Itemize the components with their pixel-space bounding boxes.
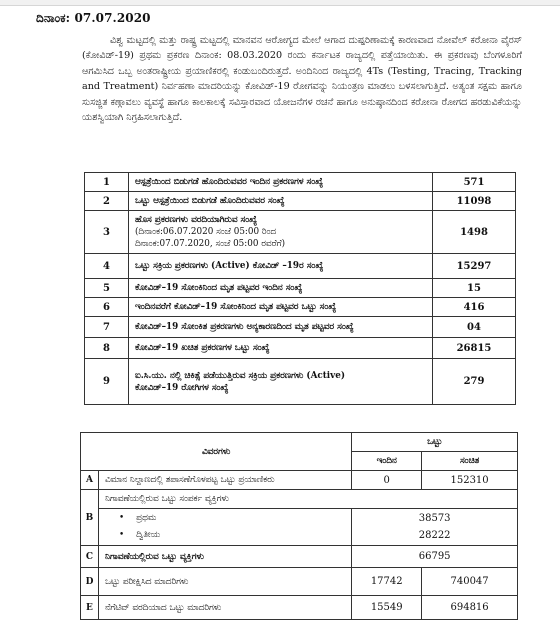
detail-header-row bbox=[81, 433, 518, 452]
row-cumulative-value: 740047 bbox=[422, 568, 518, 596]
detail-row-c bbox=[81, 546, 518, 568]
summary-row bbox=[85, 317, 516, 338]
header-total: ಒಟ್ಟು bbox=[352, 433, 518, 452]
row-number: 2 bbox=[85, 192, 129, 211]
row-value: 1498 bbox=[433, 211, 516, 254]
detail-row-b bbox=[81, 490, 518, 509]
header-cumulative: ಸಂಚಿತ bbox=[422, 452, 518, 471]
row-description: ಕೋವಿಡ್–19 ಸೋಂಕಿತ ಪ್ರಕರಣಗಳು ಅನ್ಯಕಾರಣದಿಂದ ಮೃತ ಪಟ್ಟವರ ಸಂಖ್ಯೆ bbox=[129, 317, 433, 338]
primary-contacts-label: • ಪ್ರಥಮ bbox=[105, 510, 345, 527]
row-description: ಒಟ್ಟು ಆಸ್ಪತ್ರೆಯಿಂದ ಬಿಡುಗಡೆ ಹೊಂದಿರುವವರ ಸಂಖ್ಯೆ bbox=[129, 192, 433, 211]
summary-row bbox=[85, 173, 516, 192]
secondary-contacts-value: 28222 bbox=[418, 530, 451, 541]
row-description: ಇಂದಿನವರೆಗೆ ಕೋವಿಡ್–19 ಸೋಂಕಿನಿಂದ ಮೃತ ಪಟ್ಟವರ ಒಟ್ಟು ಸಂಖ್ಯೆ bbox=[129, 298, 433, 317]
summary-row bbox=[85, 211, 516, 254]
row-today-value: 17742 bbox=[352, 568, 422, 596]
summary-row bbox=[85, 192, 516, 211]
row-label: ನಿಗಾವಣೆಯಲ್ಲಿರುವ ಒಟ್ಟು ವ್ಯಕ್ತಿಗಳು bbox=[98, 546, 351, 568]
row-description: ಕೋವಿಡ್–19 ಖಚಿತ ಪ್ರಕರಣಗಳ ಒಟ್ಟು ಸಂಖ್ಯೆ bbox=[129, 338, 433, 359]
contact-breakdown-values bbox=[352, 509, 518, 546]
row-number: 9 bbox=[85, 359, 129, 405]
row-description-continued: ಕೋವಿಡ್–19 ರೋಗಿಗಳ ಸಂಖ್ಯೆ bbox=[135, 382, 229, 393]
row-label: ಒಟ್ಟು ಪರೀಕ್ಷಿಸಿದ ಮಾದರಿಗಳು bbox=[98, 568, 351, 596]
row-description: ಹೊಸ ಪ್ರಕರಣಗಳು ವರದಿಯಾಗಿರುವ ಸಂಖ್ಯೆ (ದಿನಾಂಕ:06.07.2020 ಸಂಜೆ 05:00 ರಿಂದ ದಿನಾಂಕ:07.07.2020, ಸಂಜೆ 05:00 ರವರೆಗೆ) bbox=[129, 211, 433, 254]
detail-row-e bbox=[81, 596, 518, 620]
row-number: 3 bbox=[85, 211, 129, 254]
row-letter: A bbox=[81, 471, 99, 490]
row-number: 4 bbox=[85, 254, 129, 279]
row-value: 26815 bbox=[433, 338, 516, 359]
row-today-value: 15549 bbox=[352, 596, 422, 620]
row-number: 1 bbox=[85, 173, 129, 192]
row-description: ಆಸ್ಪತ್ರೆಯಿಂದ ಬಿಡುಗಡೆ ಹೊಂದಿರುವವರ ಇಂದಿನ ಪ್ರಕರಣಗಳ ಸಂಖ್ಯೆ bbox=[129, 173, 433, 192]
row-value: 416 bbox=[433, 298, 516, 317]
summary-row bbox=[85, 279, 516, 298]
row-value: 66795 bbox=[352, 546, 518, 568]
bulletin-date: ದಿನಾಂಕ: 07.07.2020 bbox=[36, 11, 151, 25]
row-label: ವಿಮಾನ ನಿಲ್ದಾಣದಲ್ಲಿ ತಪಾಸಣೆಗೊಳಪಟ್ಟ ಒಟ್ಟು ಪ್ರಯಾಣಿಕರು bbox=[98, 471, 351, 490]
summary-row bbox=[85, 254, 516, 279]
row-date-range-end: ದಿನಾಂಕ:07.07.2020, ಸಂಜೆ 05:00 ರವರೆಗೆ) bbox=[135, 239, 286, 249]
detail-row-d bbox=[81, 568, 518, 596]
summary-row bbox=[85, 298, 516, 317]
row-number: 8 bbox=[85, 338, 129, 359]
row-value: 15297 bbox=[433, 254, 516, 279]
row-value: 04 bbox=[433, 317, 516, 338]
row-value: 279 bbox=[433, 359, 516, 405]
primary-contacts-value: 38573 bbox=[418, 513, 451, 524]
secondary-contacts-label: • ದ್ವಿತೀಯ bbox=[105, 527, 345, 544]
row-number: 5 bbox=[85, 279, 129, 298]
row-cumulative-value: 694816 bbox=[422, 596, 518, 620]
row-label: ನೆಗೆಟಿವ್ ವರದಿಯಾದ ಒಟ್ಟು ಮಾದರಿಗಳು bbox=[98, 596, 351, 620]
detail-row-b-breakdown bbox=[81, 509, 518, 546]
row-letter: B bbox=[81, 490, 99, 546]
header-today: ಇಂದಿನ bbox=[352, 452, 422, 471]
row-value: 15 bbox=[433, 279, 516, 298]
row-label: ನಿಗಾವಣೆಯಲ್ಲಿರುವ ಒಟ್ಟು ಸಂಪರ್ಕ ವ್ಯಕ್ತಿಗಳು bbox=[98, 490, 517, 509]
row-description: ಒಟ್ಟು ಸಕ್ರಿಯ ಪ್ರಕರಣಗಳು (Active) ಕೋವಿಡ್ –19ರ ಸಂಖ್ಯೆ bbox=[129, 254, 433, 279]
row-number: 6 bbox=[85, 298, 129, 317]
row-value: 571 bbox=[433, 173, 516, 192]
summary-table bbox=[84, 172, 516, 405]
contact-breakdown-labels bbox=[98, 509, 351, 546]
row-number: 7 bbox=[85, 317, 129, 338]
detail-row-a bbox=[81, 471, 518, 490]
row-description: ಕೋವಿಡ್–19 ಸೋಂಕಿನಿಂದ ಮೃತ ಪಟ್ಟವರ ಇಂದಿನ ಸಂಖ್ಯೆ bbox=[129, 279, 433, 298]
row-letter: E bbox=[81, 596, 99, 620]
row-cumulative-value: 152310 bbox=[422, 471, 518, 490]
row-letter: C bbox=[81, 546, 99, 568]
intro-paragraph: ವಿಶ್ವ ಮಟ್ಟದಲ್ಲಿ ಮತ್ತು ರಾಷ್ಟ್ರ ಮಟ್ಟದಲ್ಲಿ ಮಾನವನ ಆರೋಗ್ಯದ ಮೇಲೆ ಆಗಾದ ದುಷ್ಪರಿಣಾಮಕ್ಕೆ ಕಾರಣವಾದ ನೋವೆಲ್ ಕರೋನಾ ವೈರಸ್ (ಕೋವಿಡ್-19) ಪ್ರಥಮ ಪ್ರಕರಣ ದಿನಾಂಕ: 08.03.2020 ರಂದು ಕರ್ನಾಟಕ ರಾಜ್ಯದಲ್ಲಿ ಪತ್ತೆಯಾಯಿತು. ಈ ಪ್ರಕರಣವು ಬೆಂಗಳೂರಿಗೆ ಆಗಮಿಸಿದ ಒಬ್ಬ ಅಂತರಾಷ್ಟ್ರೀಯ ಪ್ರಯಾಣಿಕರಲ್ಲಿ ಕಂಡುಬಂದಿರುತ್ತದೆ. ಅಂದಿನಿಂದ ರಾಜ್ಯದಲ್ಲಿ 4Ts (Testing, Tracing, Tracking and Treatment) ನಿರ್ವಹಣಾ ಮಾದರಿಯನ್ನು ಕೋವಿಡ್-19 ರೋಗವನ್ನು ನಿಯಂತ್ರಣ ಮಾಡಲು ಬಳಸಲಾಗುತ್ತಿದೆ. ಅತ್ಯಂತ ಸಕ್ಷಮ ಹಾಗೂ ಸುಸಜ್ಜಿತ ಕಣ್ಗಾವಲು ವ್ಯವಸ್ಥೆ ಹಾಗೂ ಕಾಲಕಾಲಕ್ಕೆ ಸವಿಸ್ತಾರವಾದ ಯೋಜನೆಗಳ ರಚನೆ ಹಾಗೂ ಅನುಷ್ಠಾನದಿಂದ ಕರೋನಾ ರೋಗದ ಹರಡುವಿಕೆಯನ್ನು ಯಶಸ್ವಿಯಾಗಿ ನಿಗ್ರಹಿಸಲಾಗುತ್ತಿದೆ. bbox=[82, 35, 522, 124]
detail-table bbox=[80, 432, 518, 620]
row-description: ಐ.ಸಿ.ಯು. ನಲ್ಲಿ ಚಿಕಿತ್ಸೆ ಪಡೆಯುತ್ತಿರುವ ಸಕ್ರಿಯ ಪ್ರಕರಣಗಳು (Active) ಕೋವಿಡ್–19 ರೋಗಿಗಳ ಸಂಖ್ಯೆ bbox=[129, 359, 433, 405]
row-letter: D bbox=[81, 568, 99, 596]
row-date-range-start: (ದಿನಾಂಕ:06.07.2020 ಸಂಜೆ 05:00 ರಿಂದ bbox=[135, 227, 277, 237]
row-value: 11098 bbox=[433, 192, 516, 211]
header-details: ವಿವರಗಳು bbox=[81, 433, 352, 471]
row-today-value: 0 bbox=[352, 471, 422, 490]
top-strip bbox=[0, 0, 560, 6]
summary-row bbox=[85, 359, 516, 405]
summary-row bbox=[85, 338, 516, 359]
